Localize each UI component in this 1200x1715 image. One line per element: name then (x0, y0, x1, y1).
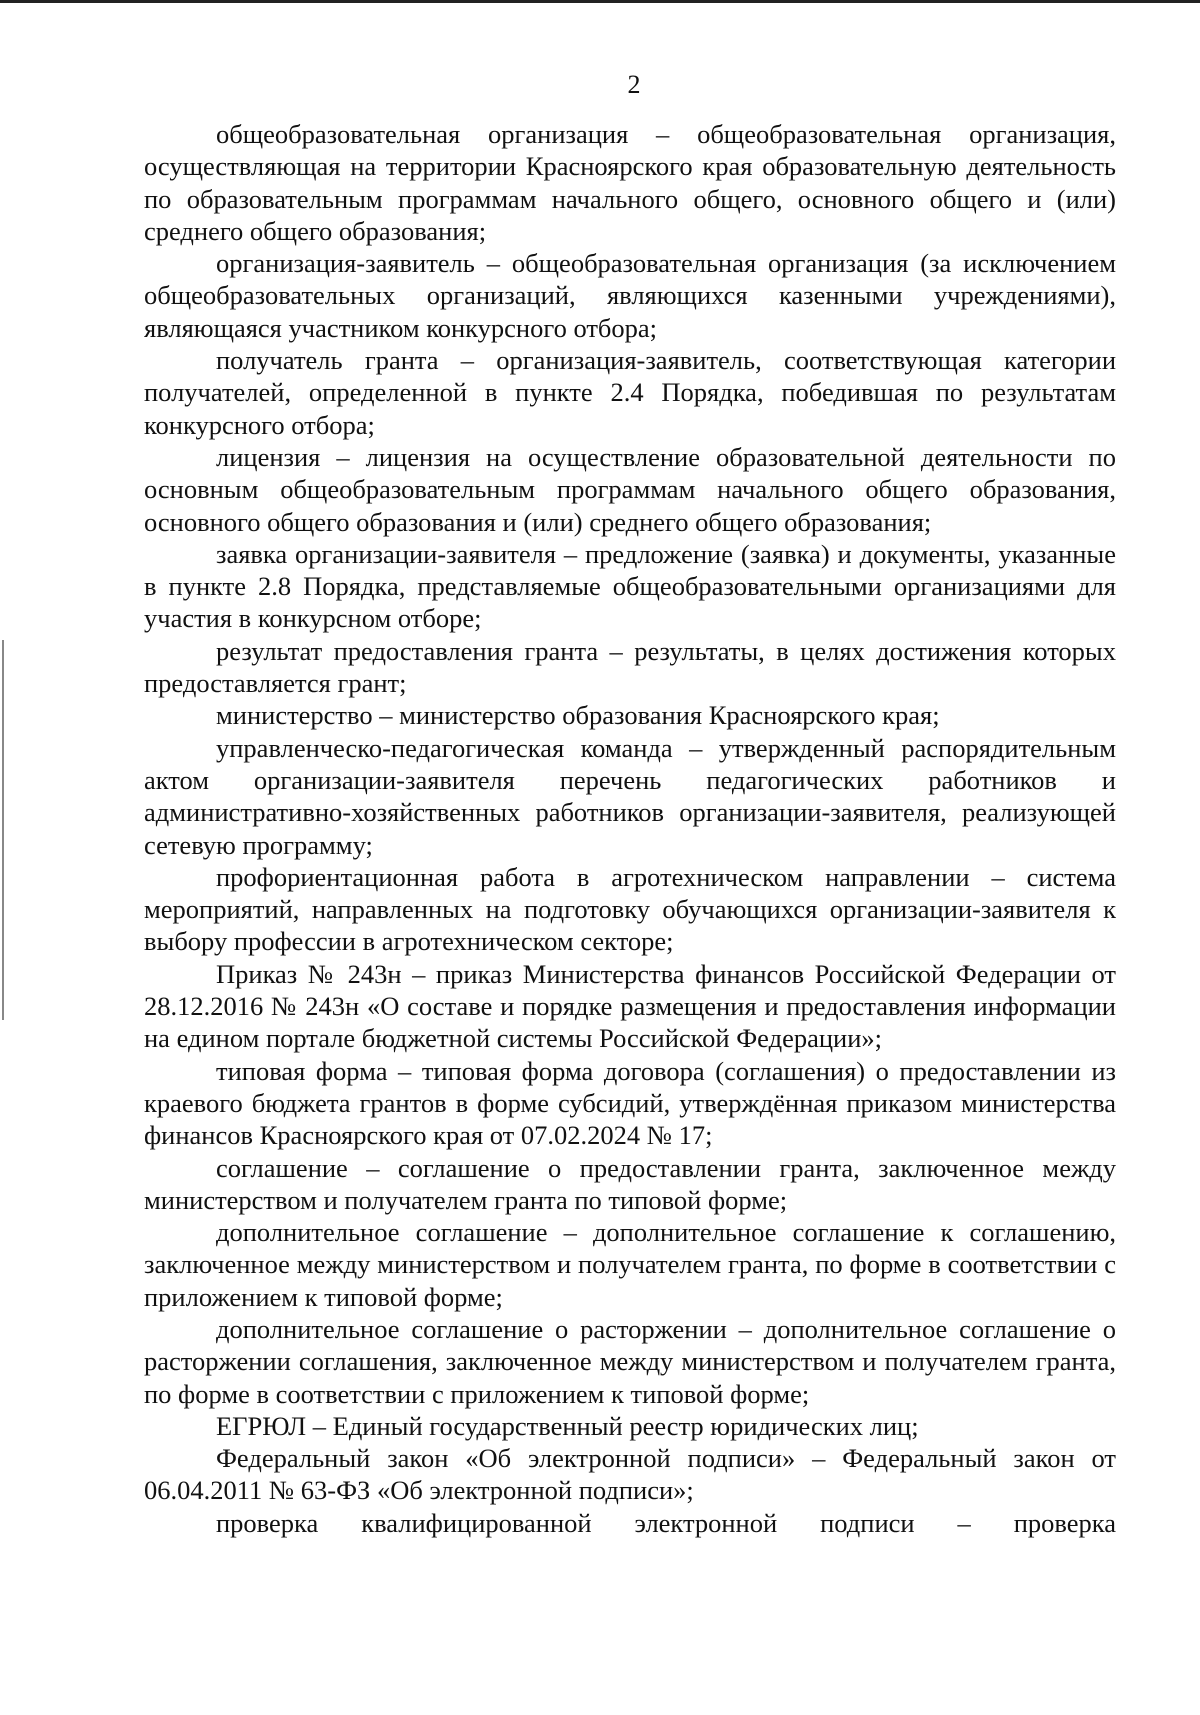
paragraph: организация-заявитель – общеобразовательная организация (за исключением общеобразовательных организаций, являющихся казенными учреждениями), являющаяся участником конкурсного отбора; (144, 248, 1116, 343)
paragraph: профориентационная работа в агротехническом направлении – система мероприятий, направленных на подготовку обучающихся организации-заявителя к выбору профессии в агротехническом секторе; (144, 861, 1116, 957)
paragraph: общеобразовательная организация – общеобразовательная организация, осуществляющая на территории Красноярского края образовательную деятельность по образовательным программам начального общего, основного общего и (или) среднего общего образования; (144, 119, 1116, 246)
paragraph: дополнительное соглашение – дополнительное соглашение к соглашению, заключенное между министерством и получателем гранта, по форме в соответствии с приложением к типовой форме; (144, 1217, 1116, 1312)
paragraph: соглашение – соглашение о предоставлении гранта, заключенное между министерством и получателем гранта по типовой форме; (144, 1152, 1116, 1215)
scan-top-border (0, 0, 1200, 3)
paragraph: управленческо-педагогическая команда – утвержденный распорядительным актом организации-заявителя перечень педагогических работников и административно-хозяйственных работников организации-заявителя, реализующей сетевую программу; (144, 732, 1116, 860)
paragraph: ЕГРЮЛ – Единый государственный реестр юридических лиц; (216, 1410, 919, 1441)
paragraph: типовая форма – типовая форма договора (соглашения) о предоставлении из краевого бюджета грантов в форме субсидий, утверждённая приказом министерства финансов Красноярского края от 07.02.2024 № 17; (144, 1055, 1116, 1151)
paragraph: министерство – министерство образования Красноярского края; (216, 700, 940, 731)
paragraph: лицензия – лицензия на осуществление образовательной деятельности по основным общеобразовательным программам начального общего образования, основного общего образования и (или) среднего общего образования; (144, 441, 1116, 537)
document-body (144, 118, 1116, 1539)
paragraph: Федеральный закон «Об электронной подписи» – Федеральный закон от 06.04.2011 № 63-ФЗ «Об электронной подписи»; (144, 1443, 1116, 1506)
paragraph: результат предоставления гранта – результаты, в целях достижения которых предоставляется грант; (144, 635, 1116, 699)
page-number: 2 (627, 70, 641, 99)
scan-edge-mark (2, 640, 4, 1020)
paragraph: заявка организации-заявителя – предложение (заявка) и документы, указанные в пункте 2.8 Порядка, представляемые общеобразовательными организациями для участия в конкурсном отборе; (144, 538, 1116, 634)
paragraph: дополнительное соглашение о расторжении – дополнительное соглашение о расторжении соглашения, заключенное между министерством и получателем гранта, по форме в соответствии с приложением к типовой форме; (144, 1313, 1116, 1409)
paragraph: Приказ № 243н – приказ Министерства финансов Российской Федерации от 28.12.2016 № 243н «О составе и порядке размещения и предоставления информации на едином портале бюджетной системы Российской Федерации»; (144, 958, 1116, 1054)
paragraph: проверка квалифицированной электронной подписи – проверка (216, 1507, 1116, 1538)
paragraph: получатель гранта – организация-заявитель, соответствующая категории получателей, определенной в пункте 2.4 Порядка, победившая по результатам конкурсного отбора; (144, 345, 1116, 440)
